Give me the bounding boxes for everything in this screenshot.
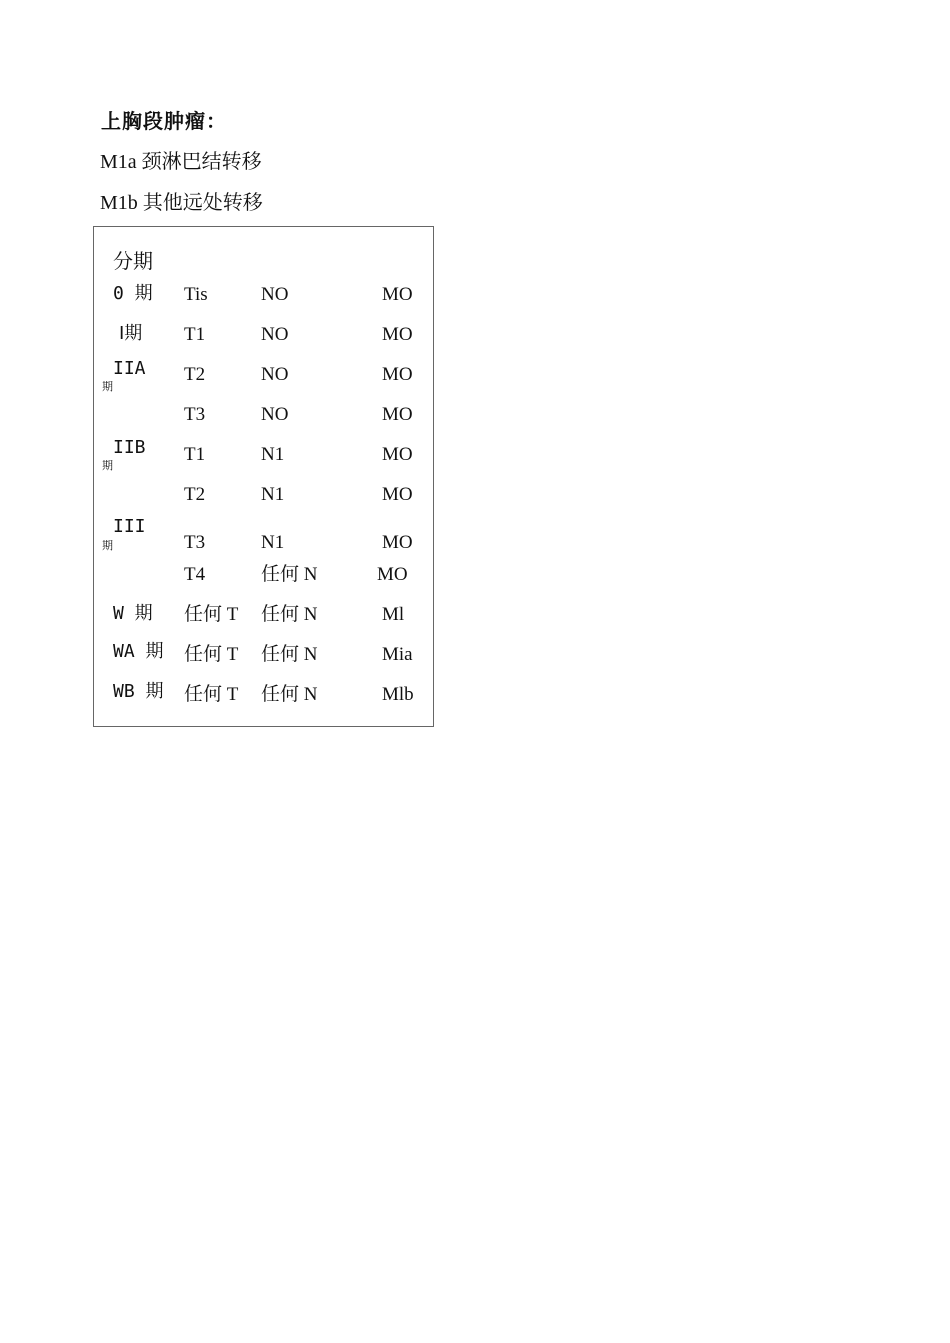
m-cell: MO [382,484,413,505]
t-cell: T4 [184,564,206,585]
m-cell: MO [382,324,413,345]
stage-suffix: 期 [102,459,113,472]
n-cell: NO [261,284,289,305]
n-cell: 任何 N [261,604,318,625]
m-cell: MO [382,404,413,425]
t-cell: 任何 T [184,684,239,705]
table-header-stage: 分期 [113,251,153,273]
stage-cell: W 期 [113,603,153,624]
n-cell: 任何 N [261,564,318,585]
m-cell: MO [377,564,408,585]
n-cell: N1 [261,444,285,465]
stage-cell: WB 期 [113,681,164,702]
m-cell: MO [382,284,413,305]
m-cell: MO [382,444,413,465]
m-cell: Mia [382,644,413,665]
m-cell: Mlb [382,684,414,705]
m1a-definition: M1a 颈淋巴结转移 [100,151,262,173]
t-cell: T1 [184,444,206,465]
n-cell: N1 [261,532,285,553]
n-cell: NO [261,324,289,345]
t-cell: 任何 T [184,644,239,665]
stage-cell: 0 期 [113,283,153,304]
t-cell: T3 [184,404,206,425]
stage-cell: III [113,516,146,537]
n-cell: NO [261,404,289,425]
m-cell: MO [382,532,413,553]
section-heading: 上胸段肿瘤： [101,109,227,133]
t-cell: Tis [184,284,208,305]
t-cell: 任何 T [184,604,239,625]
stage-suffix: 期 [102,539,113,552]
m-cell: MO [382,364,413,385]
m1b-definition: M1b 其他远处转移 [100,192,263,214]
n-cell: 任何 N [261,644,318,665]
t-cell: T2 [184,364,206,385]
stage-cell: WA 期 [113,641,164,662]
n-cell: NO [261,364,289,385]
m-cell: Ml [382,604,405,625]
n-cell: N1 [261,484,285,505]
t-cell: T2 [184,484,206,505]
stage-suffix: 期 [102,380,113,393]
stage-cell: Ⅰ期 [119,323,143,344]
staging-table [93,226,434,727]
stage-cell: IIB [113,437,146,458]
stage-cell: IIA [113,358,146,379]
n-cell: 任何 N [261,684,318,705]
t-cell: T1 [184,324,206,345]
t-cell: T3 [184,532,206,553]
